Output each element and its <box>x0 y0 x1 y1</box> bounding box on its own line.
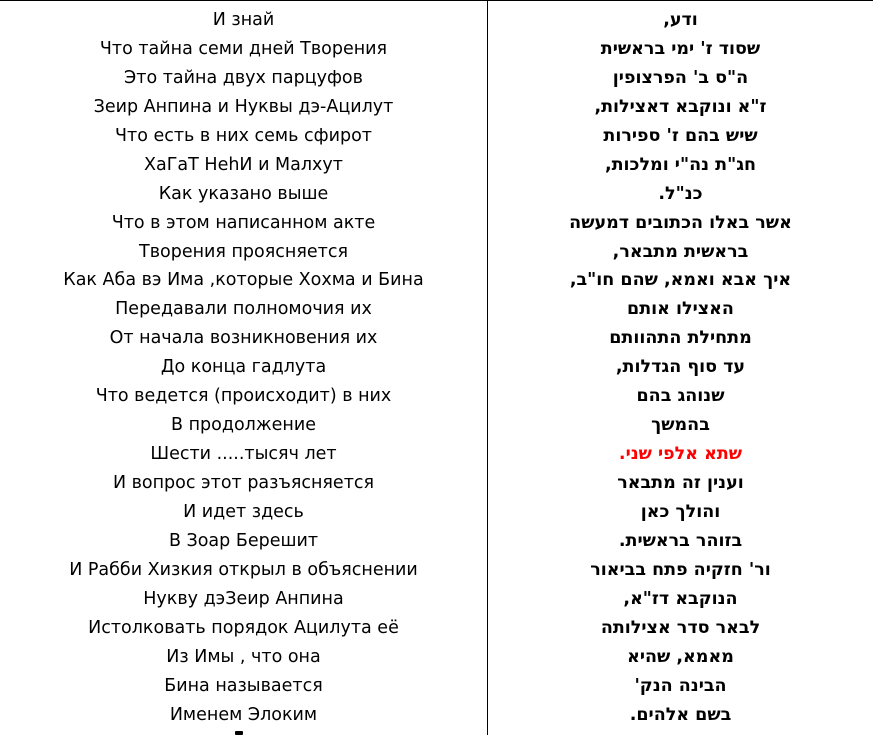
hebrew-line: וענין זה מתבאר <box>617 473 744 493</box>
hebrew-line: איך אבא ואמא, שהם חו"ב, <box>569 270 792 291</box>
hebrew-line: מתחילת התהוותם <box>609 328 752 349</box>
hebrew-line: בזוהר בראשית. <box>618 530 743 551</box>
russian-line: И идет здесь <box>183 501 304 522</box>
hebrew-line: לבאר סדר אצילותה <box>600 617 761 638</box>
cut-off-text-fragment <box>235 731 243 735</box>
hebrew-line: הבינה הנק' <box>634 675 727 696</box>
russian-line: И вопрос этот разъясняется <box>112 473 375 493</box>
hebrew-column <box>488 6 873 729</box>
russian-line: Что тайна семи дней Творения <box>99 38 388 59</box>
hebrew-line: בהמשך <box>651 415 710 436</box>
russian-line: Именем Элоким <box>169 704 318 725</box>
russian-line: Что ведется (происходит) в них <box>95 386 392 407</box>
russian-line: Из Имы , что она <box>166 646 321 667</box>
hebrew-line: בשם אלהים. <box>629 704 732 725</box>
russian-line: Творения проясняется <box>139 241 348 262</box>
russian-line: Нукву дэЗеир Анпина <box>143 588 344 609</box>
russian-line: До конца гадлута <box>160 357 327 378</box>
russian-line: Шести .....тысяч лет <box>150 444 337 465</box>
hebrew-line: אשר באלו הכתובים דמעשה <box>569 212 792 233</box>
russian-line: И знай <box>212 10 275 30</box>
hebrew-line: האצילו אותם <box>627 299 734 320</box>
hebrew-line: ז"א ונוקבא דאצילות, <box>594 96 767 117</box>
russian-line: От начала возникновения их <box>109 328 378 349</box>
hebrew-line: עד סוף הגדלות, <box>615 357 746 378</box>
russian-column <box>0 6 487 729</box>
hebrew-line: ה"ס ב' הפרצופין <box>612 67 749 88</box>
hebrew-line: ור' חזקיה פתח בביאור <box>590 559 771 580</box>
russian-line: Что есть в них семь сфирот <box>115 125 372 146</box>
russian-line: Зеир Анпина и Нуквы дэ-Ацилут <box>93 96 394 117</box>
hebrew-line: שנוהג בהם <box>636 386 725 407</box>
russian-line: Как указано выше <box>158 183 329 204</box>
hebrew-line: ודע, <box>663 10 698 30</box>
hebrew-line: שיש בהם ז' ספירות <box>603 125 758 146</box>
russian-line: Передавали полномочия их <box>115 299 372 320</box>
hebrew-line: מאמא, שהיא <box>627 646 734 667</box>
hebrew-line: כנ"ל. <box>658 183 703 204</box>
hebrew-line-highlighted: שתא אלפי שני. <box>618 444 743 465</box>
russian-line: Это тайна двух парцуфов <box>124 67 363 88</box>
hebrew-line: חג"ת נה"י ומלכות, <box>604 154 757 175</box>
hebrew-line: הנוקבא דז"א, <box>623 588 738 609</box>
russian-line: Как Аба вэ Има ,которые Хохма и Бина <box>63 270 424 291</box>
hebrew-line: שסוד ז' ימי בראשית <box>600 38 761 59</box>
russian-line: И Рабби Хизкия открыл в объяснении <box>69 559 418 580</box>
russian-line: Что в этом написанном акте <box>111 212 376 233</box>
hebrew-line: בראשית מתבאר, <box>612 241 749 262</box>
russian-line: ХаГаТ НеһИ и Малхут <box>144 154 343 175</box>
russian-line: Истолковать порядок Ацилута её <box>88 617 399 638</box>
russian-line: Бина называется <box>164 675 323 696</box>
russian-line: В продолжение <box>171 415 316 436</box>
russian-line: В Зоар Берешит <box>168 530 319 551</box>
hebrew-line: והולך כאן <box>640 501 721 522</box>
